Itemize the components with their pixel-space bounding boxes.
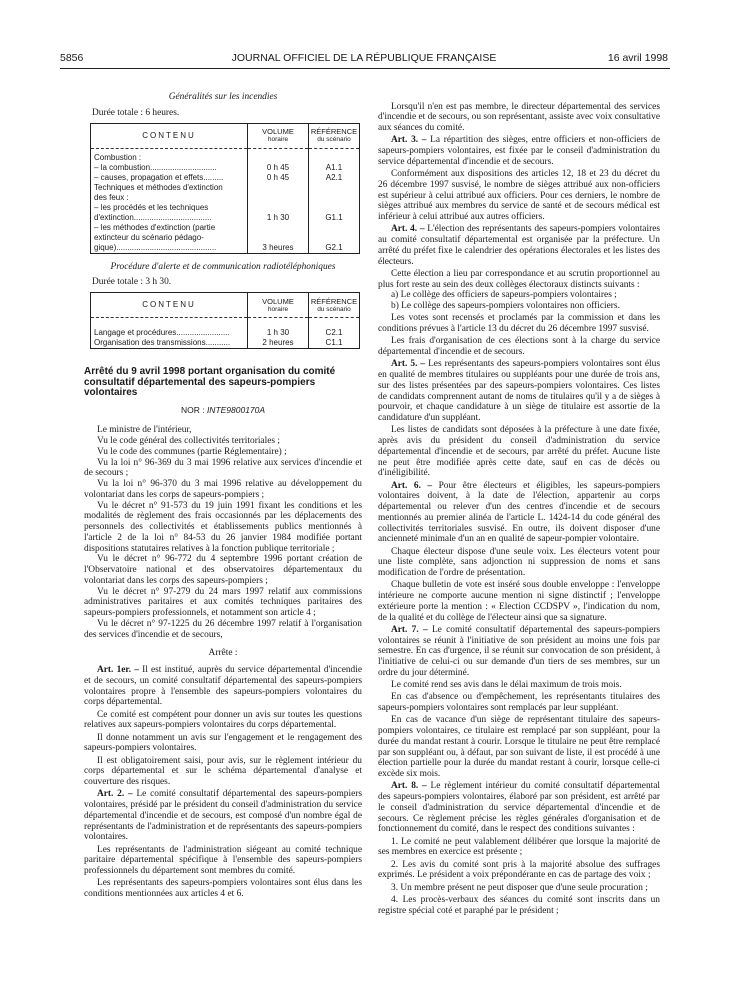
- table-cell: 0 h 45: [248, 173, 309, 183]
- table-cell: [248, 193, 309, 203]
- article-paragraph: [378, 692, 660, 714]
- col-header-contenu: CONTENU: [142, 300, 196, 309]
- section-duration-incendies: Durée totale : 6 heures.: [92, 107, 180, 118]
- table-cell: [309, 193, 360, 203]
- paragraph: Vu le décret n° 96-772 du 4 septembre 1996 portant création de l'Observatoire national et des observatoires départementaux du volontariat dans les corps des sapeurs-pompiers ;: [84, 554, 362, 586]
- article-paragraph: [378, 715, 660, 780]
- nor-code: INTE9800170A: [206, 404, 266, 415]
- table-cell: [309, 153, 360, 163]
- article-paragraph: [378, 336, 660, 358]
- table-cell: Techniques et méthodes d'extinction: [91, 183, 248, 193]
- col-header-horaire: horaire: [267, 305, 289, 313]
- articles-left: [84, 665, 362, 900]
- article-text: Il est institué, auprès du service départemental d'incendie et de secours, un comité consultatif départemental des sapeurs-pompiers volontaires propre à l'ensemble des sapeurs-pompiers volontaires du corps départemental.: [84, 665, 362, 708]
- table-row: [91, 163, 360, 173]
- article-text: a) Le collège des officiers de sapeurs-pompiers volontaires ;: [391, 290, 617, 301]
- article-paragraph: [378, 425, 660, 479]
- article-text: Il donne notamment un avis sur l'engagement et le rengagement des sapeurs-pompiers volontaires.: [84, 732, 362, 754]
- col-header-horaire: horaire: [267, 136, 289, 143]
- article-paragraph: [378, 580, 660, 623]
- article-paragraph: [378, 895, 660, 917]
- table-row: [91, 193, 360, 203]
- article-text: Le règlement intérieur du comité consultatif départemental des sapeurs-pompiers volontaires, élaboré par son président, est arrêté par le conseil d'administration du service départemental d'incendie et de secours. Ce règlement précise les règles générales d'organisation et de fonctionnement du comité, dans le respect des conditions suivantes :: [378, 781, 661, 835]
- table-cell: d'extinction...................................: [91, 213, 248, 223]
- table-header-row: [91, 123, 360, 148]
- arrete-title: Arrêté du 9 avril 1998 portant organisation du comité consultatif départemental des sapeurs-pompiers volontaires: [84, 366, 336, 398]
- training-table-incendies: [90, 123, 360, 254]
- article-text: Lorsqu'il n'en est pas membre, le directeur départemental des services d'incendie et de secours, ou son représentant, assiste avec voix consultative aux séances du comité.: [378, 101, 660, 133]
- article-paragraph: [84, 789, 362, 843]
- table-cell: 2 heures: [248, 338, 309, 349]
- table-cell: [309, 203, 360, 213]
- col-header-contenu: CONTENU: [142, 130, 196, 140]
- article-text: La répartition des sièges, entre officiers et non-officiers de sapeurs-pompiers volontaires, est fixée par le conseil d'administration du service départemental d'incendie et de secours.: [378, 135, 660, 167]
- article-text: 3. Un membre présent ne peut disposer que d'une seule procuration ;: [391, 882, 648, 893]
- table-cell: – causes, propagation et effets.........: [91, 173, 248, 183]
- article-paragraph: [378, 680, 660, 691]
- table-cell: G2.1: [309, 243, 360, 254]
- table-cell: extincteur du scénario pédago-: [91, 233, 248, 243]
- article-text: Le comité rend ses avis dans le délai maximum de trois mois.: [391, 680, 622, 690]
- article-label: Art. 6. –: [391, 480, 433, 491]
- article-text: Les représentants de l'administration siégeant au comité technique paritaire départemental spécifique à l'ensemble des sapeurs-pompiers professionnels du département sont membres du comité.: [84, 844, 362, 876]
- article-text: Les listes de candidats sont déposées à la préfecture à une date fixée, après avis du président du conseil d'administration du service départemental d'incendie et de secours, par arrêté du préfet. Aucune liste ne peut être modifiée après cette date, sauf en cas de décès ou d'inéligibilité.: [378, 425, 660, 479]
- article-paragraph: [378, 313, 660, 335]
- paragraph: Vu la loi n° 96-370 du 3 mai 1996 relative au développement du volontariat dans les corps de sapeurs-pompiers ;: [84, 479, 362, 500]
- table-row: [91, 243, 360, 254]
- article-text: 4. Les procès-verbaux des séances du comité sont inscrits dans un registre spécial coté et paraphé par le président ;: [378, 894, 660, 916]
- table-cell: A2.1: [309, 173, 360, 183]
- col-header-reference: RÉFÉRENCE: [310, 127, 358, 136]
- training-table-alerte: [90, 292, 360, 349]
- article-paragraph: [84, 665, 362, 708]
- article-text: Pour être électeurs et éligibles, les sapeurs-pompiers volontaires doivent, à la date de l'élection, appartenir au corps départemental ou relever d'un des centres d'incendie et de secours mentionnés au premier alinéa de l'article L. 1424-14 du code général des collectivités territoriales susvisé. En outre, ils doivent disposer d'une ancienneté minimale d'un an en qualité de sapeur-pompier volontaire.: [378, 480, 660, 545]
- table-cell: [309, 233, 360, 243]
- article-label: Art. 2. –: [97, 789, 133, 800]
- paragraph: Vu le décret n° 97-1225 du 26 décembre 1997 relatif à l'organisation des services d'incendie et de secours,: [84, 618, 362, 640]
- article-text: Il est obligatoirement saisi, pour avis, sur le règlement intérieur du corps départemental et sur le schéma départemental d'analyse et couverture des risques.: [84, 755, 362, 787]
- col-header-scenario: du scénario: [317, 136, 351, 143]
- col-header-reference: RÉFÉRENCE: [310, 296, 358, 306]
- table-cell: gique).............................................: [91, 243, 248, 254]
- article-paragraph: [378, 883, 660, 894]
- journal-title: JOURNAL OFFICIEL DE LA RÉPUBLIQUE FRANÇAISE: [231, 52, 497, 64]
- table-cell: – les procédés et les techniques: [91, 203, 248, 213]
- table-cell: G1.1: [309, 213, 360, 223]
- table-cell: – les méthodes d'extinction (partie: [91, 223, 248, 233]
- article-text: Les représentants des sapeurs-pompiers volontaires sont élus dans les conditions mentionnées aux articles 4 et 6.: [84, 878, 362, 899]
- table-cell: 3 heures: [248, 243, 309, 254]
- table-row: [91, 183, 360, 193]
- article-text: Les frais d'organisation de ces élections sont à la charge du service départemental d'incendie et de secours.: [378, 336, 660, 357]
- article-paragraph: [378, 547, 660, 579]
- table-cell: A1.1: [309, 163, 360, 173]
- table-cell: 0 h 45: [248, 163, 309, 173]
- col-header-volume: VOLUME: [262, 127, 294, 136]
- section-duration-alerte: Durée totale : 3 h 30.: [92, 277, 172, 288]
- article-paragraph: [378, 837, 660, 859]
- article-paragraph: [378, 359, 660, 424]
- table-header-row: [91, 293, 360, 318]
- arrete-word: Arrête :: [208, 648, 238, 659]
- article-text: b) Le collège des sapeurs-pompiers volontaires non officiers.: [391, 301, 620, 311]
- article-paragraph: [378, 781, 660, 835]
- paragraph: Vu la loi n° 96-369 du 3 mai 1996 relative aux services d'incendie et de secours ;: [84, 457, 362, 479]
- article-text: Cette élection a lieu par correspondance et au scrutin proportionnel au plus fort reste au sein des deux collèges électoraux distincts suivants :: [378, 268, 660, 290]
- article-paragraph: [84, 710, 362, 732]
- article-label: Art. 4. –: [391, 224, 425, 235]
- article-text: Les représentants des sapeurs-pompiers volontaires sont élus en qualité de membres titulaires ou suppléants pour une durée de trois ans, sur des listes présentées par des sapeurs-pompiers volontaires. Ces listes de candidats comprennent autant de noms de titulaires qu'il y a de sièges à pourvoir, et chaque candidature à un siège de titulaire est assortie de la candidature d'un suppléant.: [378, 359, 660, 423]
- article-paragraph: [84, 756, 362, 788]
- table-cell: Combustion :: [91, 153, 248, 163]
- article-text: Le comité consultatif départemental des sapeurs-pompiers volontaires, présidé par le président du conseil d'administration du service départemental d'incendie et de secours, est composé d'un nombre égal de représentants de l'administration et de représentants des sapeurs-pompiers volontaires.: [84, 789, 363, 843]
- article-text: 1. Le comité ne peut valablement délibérer que lorsque la majorité de ses membres en exercice est présente ;: [378, 836, 660, 858]
- header-rule: [60, 68, 670, 69]
- table-row: [91, 328, 360, 338]
- article-paragraph: [84, 845, 362, 877]
- table-cell: [248, 183, 309, 193]
- paragraph: Vu le décret n° 97-279 du 24 mars 1997 relatif aux commissions administratives paritaires et aux comités techniques paritaires des sapeurs-pompiers professionnels, et notamment son article 4 ;: [84, 586, 362, 618]
- table-cell: [248, 203, 309, 213]
- article-label: Art. 5. –: [391, 359, 426, 370]
- page-number: 5856: [60, 52, 84, 64]
- article-paragraph: [378, 135, 660, 167]
- table-row: [91, 173, 360, 183]
- page-header: [60, 52, 668, 66]
- article-paragraph: [378, 290, 660, 301]
- paragraph: Vu le décret n° 91-573 du 19 juin 1991 fixant les conditions et les modalités de règlement des frais occasionnés par les déplacements des personnels des collectivités et établissements publics mentionnés à l'article 2 de la loi n° 84-53 du 26 janvier 1984 modifiée portant dispositions statutaires relatives à la fonction publique territoriale ;: [84, 500, 362, 554]
- article-text: Les votes sont recensés et proclamés par la commission et dans les conditions prévues à l'article 13 du décret du 26 décembre 1997 susvisé.: [378, 313, 660, 334]
- article-paragraph: [84, 733, 362, 755]
- article-label: Art. 8. –: [391, 781, 427, 792]
- issue-date: 16 avril 1998: [607, 52, 668, 64]
- col-header-volume: VOLUME: [262, 296, 294, 306]
- article-paragraph: [84, 878, 362, 900]
- article-paragraph: [378, 224, 660, 267]
- table-cell: [309, 223, 360, 233]
- paragraph: Vu le code général des collectivités territoriales ;: [97, 436, 280, 446]
- visa-list: [84, 425, 362, 640]
- article-paragraph: [378, 102, 660, 134]
- right-column: [378, 100, 660, 916]
- paragraph: Le ministre de l'intérieur,: [97, 425, 192, 436]
- article-text: 2. Les avis du comité sont pris à la majorité absolue des suffrages exprimés. Le président a voix prépondérante en cas de partage des voix ;: [378, 859, 660, 881]
- article-label: Art. 3. –: [391, 135, 427, 146]
- article-text: Conformément aux dispositions des articles 12, 18 et 23 du décret du 26 décembre 1997 susvisé, le nombre de sièges attribué aux non-officiers est supérieur à celui attribué aux officiers. Pour ces derniers, le nombre de sièges attribué aux membres du service de santé et de secours médical est inférieur à celui attribué aux autres officiers.: [378, 169, 660, 222]
- table-cell: C1.1: [309, 338, 360, 349]
- article-text: En cas d'absence ou d'empêchement, les représentants titulaires des sapeurs-pompiers volontaires sont remplacés par leur suppléant.: [378, 692, 660, 713]
- table-row: [91, 223, 360, 233]
- article-paragraph: [378, 860, 660, 882]
- table-cell: – la combustion..............................: [91, 163, 248, 173]
- article-text: Chaque bulletin de vote est inséré sous double enveloppe : l'enveloppe intérieure ne comporte aucune mention ni signe distinctif ; l'enveloppe extérieure porte la mention : « Election CCDSPV », l'indication du nom, de la qualité et du collège de l'électeur ainsi que sa signature.: [378, 580, 660, 623]
- article-text: Ce comité est compétent pour donner un avis sur toutes les questions relatives aux sapeurs-pompiers volontaires du corps départemental.: [84, 709, 362, 731]
- col-header-scenario: du scénario: [317, 305, 351, 313]
- article-paragraph: [378, 301, 660, 312]
- table-cell: 1 h 30: [248, 213, 309, 223]
- article-paragraph: [378, 481, 660, 546]
- table-cell: C2.1: [309, 328, 360, 338]
- table-cell: 1 h 30: [248, 328, 309, 338]
- article-text: Le comité consultatif départemental des sapeurs-pompiers volontaires se réunit à l'initiative de son président au moins une fois par semestre. En cas d'urgence, il se réunit sur convocation de son président, à l'initiative de celui-ci ou sur demande d'un tiers de ses membres, sur un ordre du jour déterminé.: [378, 624, 661, 678]
- section-title-incendies: Généralités sur les incendies: [168, 92, 278, 102]
- table-cell: [248, 223, 309, 233]
- article-text: En cas de vacance d'un siège de représentant titulaire des sapeurs-pompiers volontaires, ce titulaire est remplacé par son suppléant, pour la durée du mandat restant à courir. Lorsque le titulaire ne peut être remplacé par son suppléant ou, à défaut, par son suivant de liste, il est procédé à une élection partielle pour la durée du mandat restant à courir, lorsque celle-ci excède six mois.: [378, 715, 660, 779]
- nor-label: NOR :: [180, 404, 205, 415]
- section-title-alerte: Procédure d'alerte et de communication radiotéléphoniques: [110, 261, 336, 272]
- article-text: L'élection des représentants des sapeurs-pompiers volontaires au comité consultatif départemental est organisée par la préfecture. Un arrêté du préfet fixe le calendrier des opérations électorales et les listes des électeurs.: [378, 224, 661, 267]
- table-row: [91, 233, 360, 243]
- table-cell: [248, 153, 309, 163]
- article-paragraph: [378, 269, 660, 291]
- article-label: Art. 7. –: [391, 624, 428, 635]
- table-row: [91, 338, 360, 349]
- table-cell: Langage et procédures........................: [91, 328, 248, 338]
- table-row: [91, 213, 360, 223]
- table-cell: [248, 233, 309, 243]
- article-paragraph: [378, 169, 660, 223]
- table-row: [91, 153, 360, 163]
- article-text: Chaque électeur dispose d'une seule voix. Les électeurs votent pour une liste complète, sans adjonction ni suppression de noms et sans modification de l'ordre de présentation.: [378, 546, 660, 578]
- table-cell: des feux :: [91, 193, 248, 203]
- paragraph: Vu le code des communes (partie Réglementaire) ;: [97, 446, 287, 457]
- table-cell: Organisation des transmissions...........: [91, 338, 248, 349]
- left-column: [84, 92, 362, 900]
- article-label: Art. 1er. –: [97, 665, 139, 675]
- nor-reference: [84, 405, 362, 416]
- table-row: [91, 203, 360, 213]
- table-cell: [309, 183, 360, 193]
- article-paragraph: [378, 625, 660, 679]
